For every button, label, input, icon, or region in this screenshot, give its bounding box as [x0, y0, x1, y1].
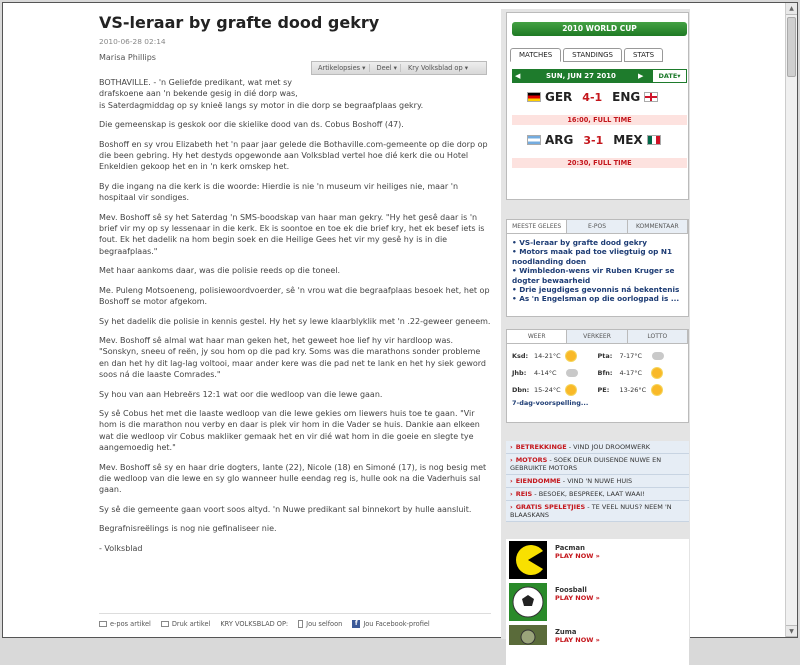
facebook-icon: f [352, 620, 360, 628]
tab-matches[interactable]: MATCHES [510, 48, 561, 62]
news-link[interactable]: • Drie jeugdiges gevonnis ná bekentenis [512, 285, 680, 295]
game-item[interactable] [506, 539, 689, 581]
link-desc: - BESOEK, BESPREEK, LAAT WAAI! [532, 490, 645, 498]
article-toolbar [311, 61, 487, 75]
mobile-link[interactable] [298, 620, 342, 628]
soccer-ball-icon [509, 583, 547, 621]
news-link-label: VS-leraar by grafte dood gekry [519, 238, 647, 247]
arrow-right-icon: › [510, 456, 513, 464]
tab-most-read[interactable]: MEESTE GELEES [507, 220, 567, 233]
weather-widget [506, 329, 689, 423]
match-score: 4-1 [582, 90, 603, 104]
city-label: Bfn: [597, 369, 613, 377]
email-article-link[interactable] [99, 620, 151, 628]
footer-divider [99, 613, 491, 614]
tab-lotto[interactable]: LOTTO [628, 330, 688, 343]
mexico-flag-icon [647, 135, 661, 145]
weather-row [512, 383, 598, 397]
print-article-link[interactable] [161, 620, 211, 628]
article-paragraph: Die gemeenskap is geskok oor die skielike dood van ds. Cobus Boshoff (47). [99, 120, 404, 130]
weather-row [598, 349, 684, 363]
article-source: - Volksblad [99, 543, 143, 553]
temperature: 14-21°C [534, 352, 561, 360]
city-label: PE: [597, 386, 610, 394]
share-menu[interactable]: Deel ▾ [374, 64, 401, 72]
email-article-label: e-pos artikel [110, 620, 151, 628]
city-label: Ksd: [512, 352, 529, 360]
tab-stats[interactable]: STATS [624, 48, 663, 62]
weather-row [512, 349, 598, 363]
match-status: 20:30, FULL TIME [512, 158, 687, 168]
printer-icon [161, 621, 169, 627]
news-link[interactable]: • Motors maak pad toe vliegtuig op N1 noodlanding doen [512, 247, 673, 266]
mobile-label: Jou selfoon [306, 620, 343, 628]
article-paragraph: Sy het dadelik die polisie in kennis gestel. Hy het sy lewe klaarblyklik met 'n .22-geweer geneem. [99, 316, 491, 326]
scrollbar-thumb[interactable] [787, 17, 796, 77]
article-footer-tools [99, 620, 491, 628]
sun-icon [652, 368, 662, 378]
article-paragraph: By die ingang na die kerk is die woorde: Hierdie is nie 'n museum vir heiliges nie, maar 'n hospitaal vir sondiges. [99, 181, 459, 203]
arrow-right-icon: › [510, 477, 513, 485]
news-link[interactable]: • VS-leraar by grafte dood gekry [512, 238, 647, 247]
article-paragraph: Met haar aankoms daar, was die polisie reeds op die toneel. [99, 266, 341, 276]
tab-comments[interactable]: KOMMENTAAR [628, 220, 688, 233]
news-link-label: As 'n Engelsman op die oorlogpad is ... [519, 294, 680, 304]
link-desc: - SOEK DEUR DUISENDE NUWE EN GEBRUIKTE MOTORS [510, 456, 662, 472]
tab-standings[interactable]: STANDINGS [563, 48, 622, 62]
date-picker-button[interactable]: DATE▾ [653, 70, 686, 82]
link-head: REIS [515, 490, 533, 498]
next-day-arrow-icon[interactable]: ▶ [638, 72, 644, 80]
arrow-right-icon: › [510, 503, 513, 511]
link-head: EIENDOMME [515, 477, 561, 485]
sun-icon [652, 385, 662, 395]
match-row[interactable] [527, 132, 667, 148]
article-lead-rest: is Saterdagmiddag op sy knieë langs sy motor in die dorp se begraafplaas gekry. [99, 100, 424, 110]
print-article-label: Druk artikel [171, 620, 211, 628]
news-widget [506, 219, 689, 317]
news-link[interactable]: • As 'n Engelsman op die oorlogpad is ... [512, 294, 680, 304]
prev-day-arrow-icon[interactable]: ◀ [515, 72, 521, 80]
get-volksblad-label: KRY VOLKSBLAD OP: [220, 620, 289, 628]
worldcup-date: SUN, JUN 27 2010 [546, 72, 616, 80]
arrow-right-icon: › [510, 490, 513, 498]
weather-row [512, 366, 598, 380]
city-label: Dbn: [512, 386, 530, 394]
article-options-menu[interactable]: Artikelopsies ▾ [315, 64, 370, 72]
away-team: MEX [613, 133, 643, 147]
away-team: ENG [612, 90, 641, 104]
worldcup-tabs [510, 48, 663, 62]
facebook-link[interactable] [352, 620, 429, 628]
england-flag-icon [644, 92, 658, 102]
classifieds-links [506, 441, 689, 522]
article-paragraph: Sy hou van aan Hebreërs 12:1 wat oor die wedloop van die lewe gaan. [99, 389, 383, 399]
worldcup-widget [506, 12, 689, 200]
match-status: 16:00, FULL TIME [512, 115, 687, 125]
temperature: 4-14°C [534, 369, 557, 377]
news-link-label: Motors maak pad toe vliegtuig op N1 noodlanding doen [512, 247, 673, 266]
game-item[interactable] [506, 581, 689, 623]
news-link-label: Wimbledon-wens vir Ruben Kruger se dogter bewaarheid [512, 266, 675, 285]
article-paragraph: Mev. Boshoff sê sy het Saterdag 'n SMS-boodskap van haar man gekry. "Hy het gesê daar is 'n brief vir my op sy lessenaar in die kerk. Ek is soontoe en toe ek die brief kry, het ek besef iets is fout. Ek het dadelik na hom begin soek en die Heilige Gees het vir my gesê hy is in die begraafplaas." [99, 212, 485, 256]
scroll-up-icon[interactable]: ▲ [786, 3, 797, 15]
play-now-link[interactable]: PLAY NOW » [555, 552, 600, 560]
game-name: Pacman [555, 544, 585, 552]
link-desc: - TE VEEL NUUS? NEEM 'N BLAASKANS [510, 503, 672, 519]
tab-traffic[interactable]: VERKEER [567, 330, 627, 343]
article-author: Marisa Phillips [99, 53, 156, 62]
link-desc: - VIND JOU DROOMWERK [566, 443, 650, 451]
link-head: GRATIS SPELETJIES [515, 503, 586, 511]
cloud-icon [566, 369, 578, 377]
link-motors[interactable] [506, 454, 689, 475]
article-lead: BOTHAVILLE. - 'n Geliefde predikant, wat met sy drafskoene aan 'n bekende gesig in dié dorp was, [99, 78, 298, 99]
city-label: Pta: [597, 352, 613, 360]
temperature: 15-24°C [534, 386, 561, 394]
play-now-link[interactable]: PLAY NOW » [555, 594, 600, 602]
city-label: Jhb: [512, 369, 527, 377]
link-property[interactable] [506, 475, 689, 488]
forecast-link[interactable]: 7-dag-voorspelling... [512, 399, 589, 407]
get-volksblad-menu[interactable]: Kry Volksblad op ▾ [407, 64, 469, 72]
article-paragraph: Boshoff en sy vrou Elizabeth het 'n paar jaar gelede die Bothaville.com-gemeente op die dorp op die been gebring. Hy het destyds opgewonde aan Volksblad vertel hoe dié kerk die ou Hotel Enkeldien gekoop het en in 'n kerk omskep het. [99, 139, 488, 172]
games-list [506, 539, 689, 665]
vertical-scrollbar[interactable] [785, 3, 797, 637]
link-head: MOTORS [515, 456, 548, 464]
facebook-label: Jou Facebook-profiel [363, 620, 430, 628]
game-item[interactable] [506, 623, 689, 665]
envelope-icon [99, 621, 107, 627]
article-paragraph: Sy sê Cobus het met die laaste wedloop van die lewe gekies om liewers huis toe te gaan. "Vir hom is die marathon nou verby en daar is plek vir hom in die Vader se huis. Dankie aan elkeen wat die wedloop vir Cobus makliker gemaak het en vir dié wat hom in die goeie en slegte tye aangemoedig het." [99, 408, 480, 453]
cloud-icon [652, 352, 664, 360]
article-paragraph: Begrafnisreëlings is nog nie gefinaliseer nie. [99, 524, 277, 534]
game-name: Foosball [555, 586, 587, 594]
scroll-down-icon[interactable]: ▼ [786, 625, 797, 637]
worldcup-title[interactable]: 2010 WORLD CUP [512, 22, 687, 36]
article-paragraph: Mev. Boshoff sê sy en haar drie dogters, Iante (22), Nicole (18) en Simoné (17), is nog besig met die wedloop van die lewe en sy glo wanneer hulle eendag reg is, hulle ook na die Vaderhuis sal gaan. [99, 462, 487, 495]
article [99, 13, 491, 562]
news-link[interactable]: • Wimbledon-wens vir Ruben Kruger se dogter bewaarheid [512, 266, 675, 285]
most-read-list [507, 234, 688, 308]
home-team: ARG [545, 133, 574, 147]
article-paragraph: Me. Puleng Motsoeneng, polisiewoordvoerder, sê 'n vrou wat die begraafplaas besoek het, het op Boshoff se motor afgekom. [99, 285, 490, 307]
argentina-flag-icon [527, 135, 541, 145]
weather-row [598, 383, 684, 397]
tab-weather[interactable]: WEER [507, 330, 567, 343]
pacman-icon [509, 541, 547, 579]
article-date: 2010-06-28 02:14 [99, 37, 166, 46]
link-head: BETREKKINGE [515, 443, 567, 451]
temperature: 7-17°C [619, 352, 643, 360]
weather-row [598, 366, 684, 380]
article-paragraph: Sy sê die gemeente gaan voort soos altyd. 'n Nuwe predikant sal binnekort by hulle aansluit. [99, 504, 472, 514]
browser-frame [2, 2, 798, 644]
match-score: 3-1 [583, 133, 604, 147]
match-row[interactable] [527, 89, 667, 105]
article-title: VS-leraar by grafte dood gekry [99, 13, 380, 32]
phone-icon [298, 620, 303, 628]
link-desc: - VIND 'N NUWE HUIS [560, 477, 633, 485]
link-travel[interactable] [506, 488, 689, 501]
temperature: 13-26°C [619, 386, 647, 394]
news-link-label: Drie jeugdiges gevonnis ná bekentenis [519, 285, 680, 295]
worldcup-date-bar [512, 69, 687, 83]
link-games[interactable] [506, 501, 689, 522]
play-now-link[interactable]: PLAY NOW » [555, 636, 600, 644]
link-jobs[interactable] [506, 441, 689, 454]
germany-flag-icon [527, 92, 541, 102]
zuma-icon [509, 625, 547, 663]
article-paragraph: Mev. Boshoff sê almal wat haar man geken het, het geweet hoe lief hy vir hardloop was. "Sonskyn, sneeu of reën, jy sou hom op die pad kry. Soms was die marathons sonder probleme en dan het hy dit lag-lag voltooi, maar ander kere was die pad net te lank en het hy siek geword soos ná die laaste Comrades." [99, 335, 487, 380]
news-tabs [507, 220, 688, 234]
weather-grid [507, 344, 688, 397]
game-name: Zuma [555, 628, 577, 636]
temperature: 4-17°C [619, 369, 643, 377]
home-team: GER [545, 90, 573, 104]
sun-icon [566, 385, 576, 395]
sidebar [501, 9, 690, 644]
tab-email[interactable]: E-POS [567, 220, 627, 233]
arrow-right-icon: › [510, 443, 513, 451]
sun-icon [566, 351, 576, 361]
weather-tabs [507, 330, 688, 344]
